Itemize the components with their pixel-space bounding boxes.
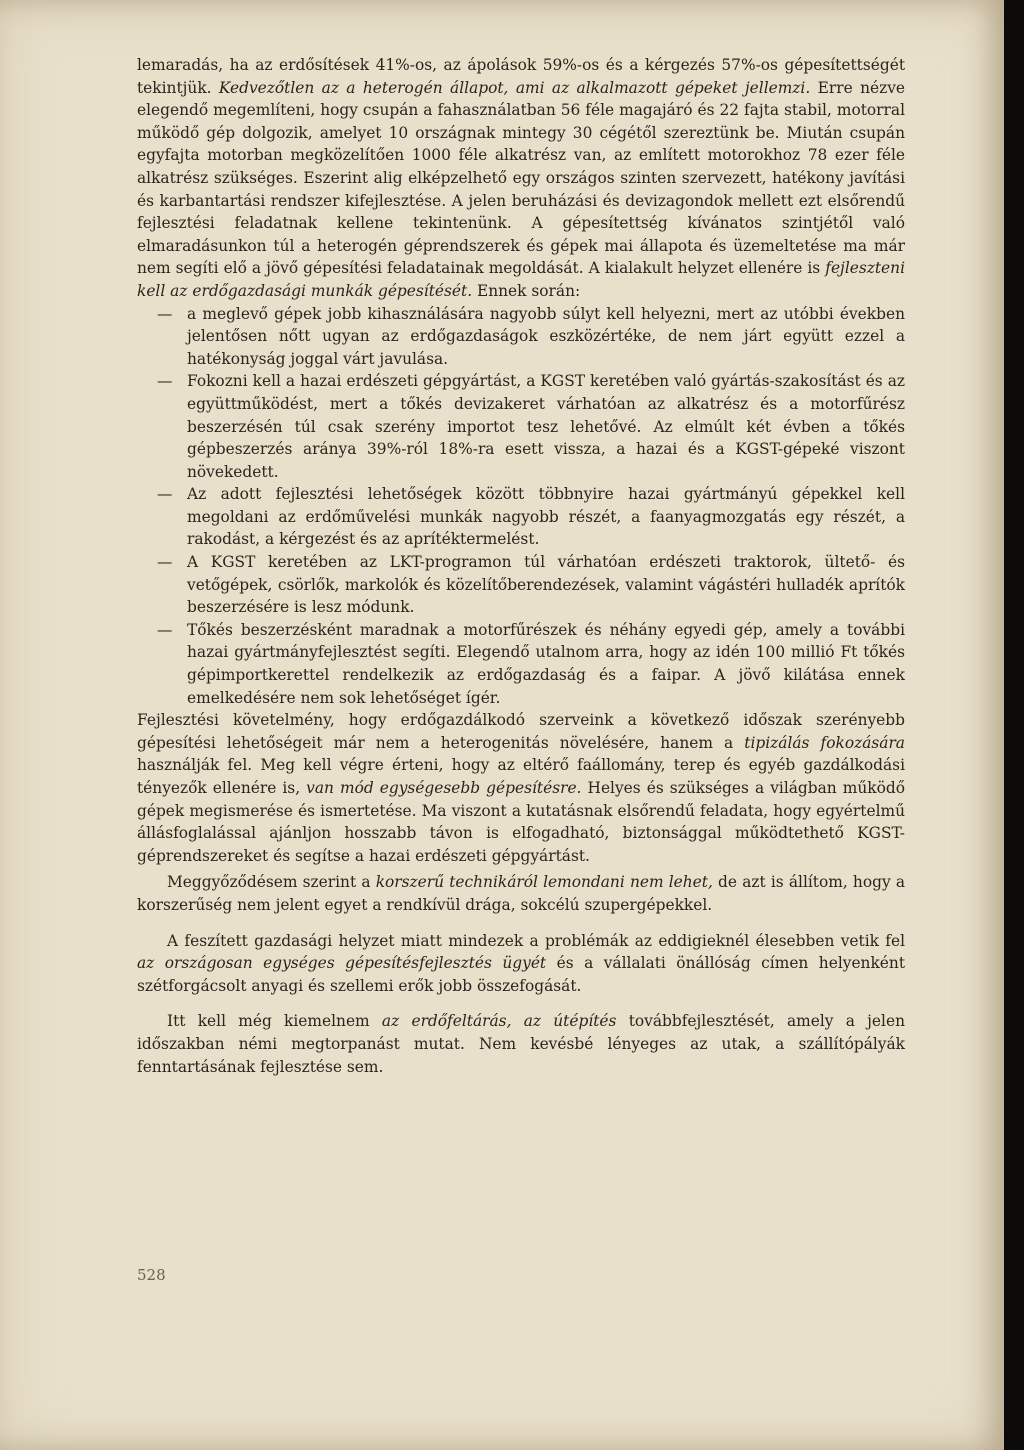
dash-bullet-icon: — — [157, 304, 173, 323]
bullet-list — [137, 303, 905, 710]
dash-bullet-icon: — — [157, 620, 173, 639]
paragraph-1 — [137, 54, 905, 303]
paragraph-3 — [137, 871, 905, 916]
list-item-text: a meglevő gépek jobb kihasználására nagyobb súlyt kell helyezni, mert az utóbbi években jelentősen nőtt ugyan az erdőgazdaságok eszközértéke, de nem járt együtt ezzel a hatékonyság joggal várt javulása. — [187, 304, 905, 368]
list-item — [137, 303, 905, 371]
text-run: A feszített gazdasági helyzet miatt mindezek a problémák az eddigieknél élesebben vetik fel — [167, 931, 905, 950]
italic-run: korszerű technikáról lemondani nem lehet, — [375, 873, 713, 892]
text-run: Ennek során: — [472, 281, 581, 300]
text-run: Itt kell még kiemelnem — [167, 1012, 382, 1031]
page-number: 528 — [137, 1266, 166, 1284]
paragraph-2 — [137, 709, 905, 867]
list-item — [137, 551, 905, 619]
italic-run: van mód egységesebb gépesítésre. — [306, 779, 582, 797]
italic-run: Kedvezőtlen az a heterogén állapot, ami az alkalmazott gépeket jellemzi. — [218, 78, 811, 97]
dash-bullet-icon: — — [157, 372, 173, 391]
text-run: de azt is állítom, hogy a korszerűség nem jelent egyet a rendkívül drága, sokcélú szupergépekkel. — [137, 873, 905, 914]
text-run: Helyes és szükséges a világban működő gépek megismerése és ismertetése. Ma viszont a kutatásnak elsőrendű feladata, hogy egyértelmű állásfoglalással ajánljon hosszabb távon is elfogadható, biztonsággal működtethető KGST-géprendszereket és segítse a hazai erdészeti gépgyártást. — [137, 779, 905, 865]
italic-run: az erdőfeltárás, az útépítés — [381, 1012, 617, 1031]
text-run: továbbfejlesztését, amely a jelen időszakban némi megtorpanást mutat. Nem kevésbé lényeges az utak, a szállítópályák fenntartásának fejlesztése sem. — [137, 1012, 905, 1076]
text-run: használják fel. Meg kell végre érteni, hogy az eltérő faállomány, terep és egyéb gazdálkodási tényezők ellenére is, — [137, 756, 905, 797]
list-item-text: A KGST keretében az LKT-programon túl várhatóan erdészeti traktorok, ültető- és vetőgépek, csörlők, markolók és közelítőberendezések, valamint vágástéri hulladék aprítók beszerzésére is lesz módunk. — [187, 553, 905, 617]
paragraph-4 — [137, 930, 905, 998]
italic-run: az országosan egységes gépesítésfejlesztés ügyét — [137, 954, 547, 973]
page-body — [137, 54, 905, 1078]
list-item-text: Fokozni kell a hazai erdészeti gépgyártást, a KGST keretében való gyártás-szakosítást és az együttműködést, mert a tőkés devizakeret várhatóan az alkatrész és a motorfűrész beszerzésén túl csak szerény importot tesz lehetővé. Az elmúlt két évben a tőkés gépbeszerzés aránya 39%-ról 18%-ra esett vissza, a hazai és a KGST-gépeké viszont növekedett. — [187, 372, 905, 481]
text-run: lemaradás, ha az erdősítések 41%-os, az ápolások 59%-os és a kérgezés 57%-os gépesítettségét tekintjük. — [137, 56, 905, 97]
paragraph-5 — [137, 1010, 905, 1078]
italic-run: fejleszteni kell az erdőgazdasági munkák gépesítését. — [137, 259, 905, 300]
italic-run: tipizálás fokozására — [744, 733, 905, 752]
text-run: Erre nézve elegendő megemlíteni, hogy csupán a fahasználatban 56 féle magajáró és 22 fajta stabil, motorral működő gép dolgozik, amelyet 10 országnak mintegy 30 cégétől szereztünk be. Miután csupán egyfajta motorban megközelítően 1000 féle alkatrész van, az említett motorokhoz 78 ezer féle alkatrész szükséges. Eszerint alig elképzelhető egy országos szinten szervezett, hatékony javítási és karbantartási rendszer kifejlesztése. A jelen beruházási és devizagondok mellett ezt elsőrendű fejlesztési feladatnak kellene tekintenünk. A gépesítettség kívánatos szintjétől való elmaradásunkon túl a heterogén géprendszerek és gépek mai állapota és üzemeltetése ma már nem segíti elő a jövő gépesítési feladatainak megoldását. A kialakult helyzet ellenére is — [137, 78, 905, 278]
text-run: Meggyőződésem szerint a — [167, 873, 376, 892]
dash-bullet-icon: — — [157, 485, 173, 504]
list-item — [137, 483, 905, 551]
list-item-text: Az adott fejlesztési lehetőségek között többnyire hazai gyártmányú gépekkel kell megoldani az erdőművelési munkák nagyobb részét, a faanyagmozgatás egy részét, a rakodást, a kérgezést és az aprítéktermelést. — [187, 485, 905, 549]
list-item-text: Tőkés beszerzésként maradnak a motorfűrészek és néhány egyedi gép, amely a további hazai gyártmányfejlesztést segíti. Elegendő utalnom arra, hogy az idén 100 millió Ft tőkés gépimportkerettel rendelkezik az erdőgazdaság és a faipar. A jövő kilátása ennek emelkedésére nem sok lehetőséget ígér. — [187, 620, 905, 707]
text-run: Fejlesztési követelmény, hogy erdőgazdálkodó szerveink a következő időszak szerényebb gépesítési lehetőségeit már nem a heterogenitás növelésére, hanem a — [137, 711, 905, 752]
list-item — [137, 619, 905, 709]
text-run: és a vállalati önállóság címen helyenként szétforgácsolt anyagi és szellemi erők jobb összefogását. — [137, 954, 905, 995]
dash-bullet-icon: — — [157, 553, 173, 572]
list-item — [137, 370, 905, 483]
